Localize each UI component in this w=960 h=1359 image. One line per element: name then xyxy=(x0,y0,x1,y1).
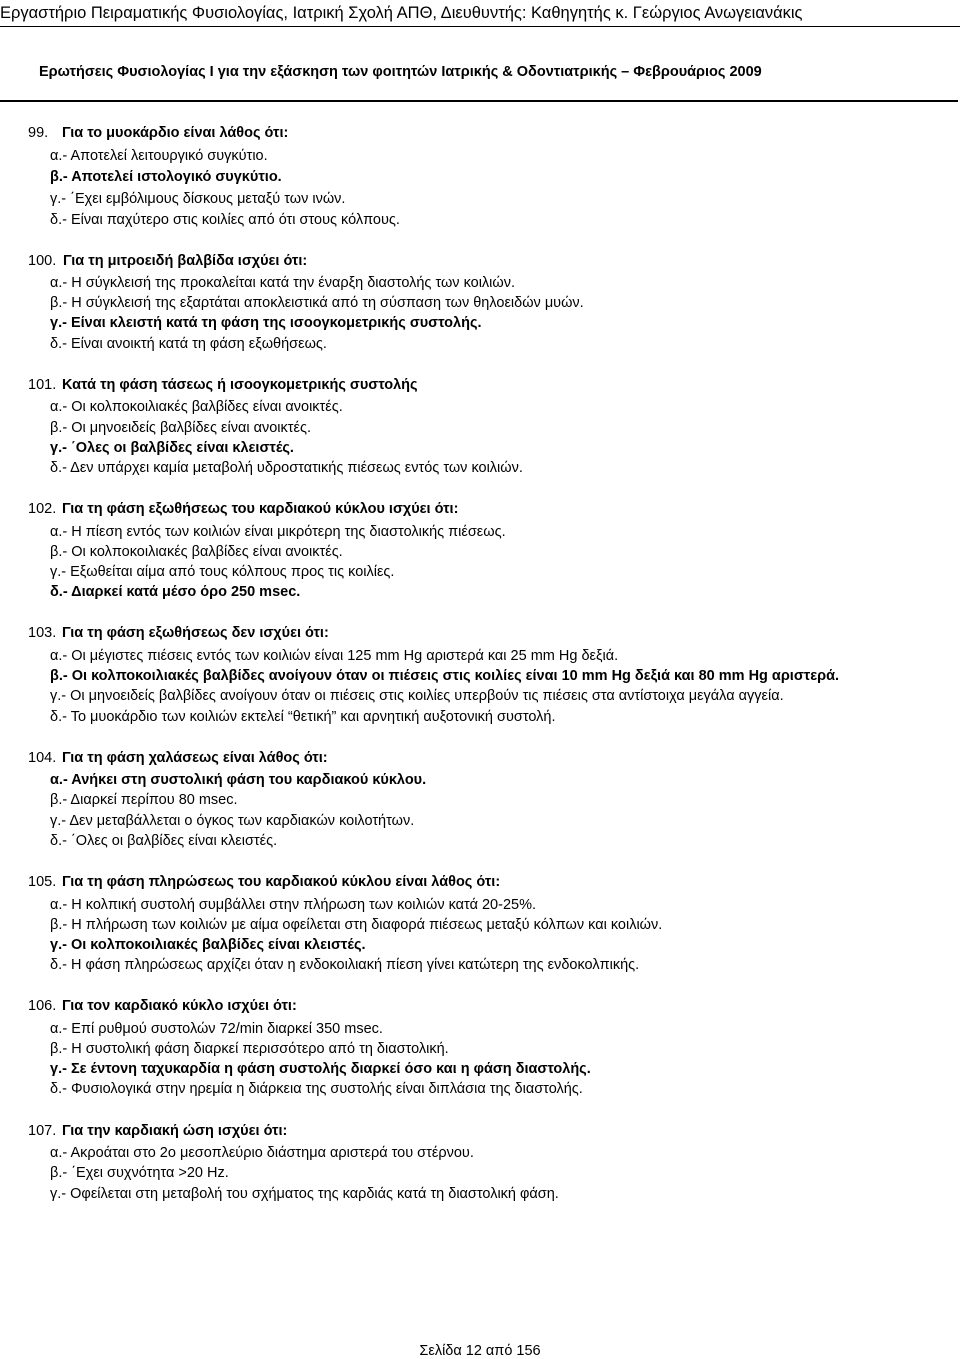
answer-option: δ.- Είναι ανοικτή κατά τη φάση εξωθήσεως. xyxy=(50,335,327,352)
subtitle-divider xyxy=(0,100,958,102)
question-number: 101. xyxy=(28,376,57,393)
question-list xyxy=(28,122,948,1224)
answer-option: α.- Η πίεση εντός των κοιλιών είναι μικρότερη της διαστολικής πιέσεως. xyxy=(50,523,506,540)
answer-option: β.- Η συστολική φάση διαρκεί περισσότερο από τη διαστολική. xyxy=(50,1041,449,1058)
lab-header: Εργαστήριο Πειραματικής Φυσιολογίας, Ιατρική Σχολή ΑΠΘ, Διευθυντής: Καθηγητής κ. Γεώργιος Ανωγειανάκις xyxy=(0,4,803,22)
answer-option: β.- Οι κολποκοιλιακές βαλβίδες είναι ανοικτές. xyxy=(50,543,343,560)
answer-option: γ.- ΄Εχει εμβόλιμους δίσκους μεταξύ των ινών. xyxy=(50,190,346,207)
answer-option: α.- Ακροάται στο 2ο μεσοπλεύριο διάστημα αριστερά του στέρνου. xyxy=(50,1145,474,1162)
question-heading xyxy=(28,122,948,146)
answer-option: δ.- Το μυοκάρδιο των κοιλιών εκτελεί “θετική” και αρνητική αυξοτονική συστολή. xyxy=(50,708,556,725)
question-number: 100. xyxy=(28,252,57,269)
answer-option: β.- Η σύγκλεισή της εξαρτάται αποκλειστικά από τη σύσπαση των θηλοειδών μυών. xyxy=(50,295,584,312)
question-text: Για τη μιτροειδή βαλβίδα ισχύει ότι: xyxy=(63,252,308,269)
answer-option: γ.- Είναι κλειστή κατά τη φάση της ισοογκομετρικής συστολής. xyxy=(50,315,482,332)
question-item xyxy=(28,1120,948,1204)
question-item xyxy=(28,622,948,726)
question-item xyxy=(28,250,948,354)
question-heading xyxy=(28,995,948,1019)
answer-option: α.- Επί ρυθμού συστολών 72/min διαρκεί 350 msec. xyxy=(50,1020,383,1037)
question-text: Για τη φάση εξωθήσεως δεν ισχύει ότι: xyxy=(62,625,329,642)
header-divider xyxy=(0,26,960,27)
question-text: Για τη φάση χαλάσεως είναι λάθος ότι: xyxy=(62,749,328,766)
question-number: 99. xyxy=(28,125,49,141)
answer-option: δ.- Η φάση πληρώσεως αρχίζει όταν η ενδοκοιλιακή πίεση γίνει κατώτερη της ενδοκολπικής. xyxy=(50,957,640,974)
question-number: 106. xyxy=(28,998,57,1015)
question-heading xyxy=(28,498,948,522)
answer-option: α.- Οι κολποκοιλιακές βαλβίδες είναι ανοικτές. xyxy=(50,399,343,416)
answer-option: β.- Η πλήρωση των κοιλιών με αίμα οφείλεται στη διαφορά πιέσεως μεταξύ κόλπων και κοιλιών. xyxy=(50,916,663,933)
answer-option: α.- Η κολπική συστολή συμβάλλει στην πλήρωση των κοιλιών κατά 20-25%. xyxy=(50,896,536,913)
answer-option: α.- Η σύγκλεισή της προκαλείται κατά την έναρξη διαστολής των κοιλιών. xyxy=(50,275,516,291)
question-heading xyxy=(28,1120,948,1144)
answer-option: δ.- Διαρκεί κατά μέσο όρο 250 msec. xyxy=(50,584,301,601)
question-item xyxy=(28,871,948,975)
answer-option: γ.- Οι κολποκοιλιακές βαλβίδες είναι κλειστές. xyxy=(50,936,366,953)
answer-option: δ.- Φυσιολογικά στην ηρεμία η διάρκεια της συστολής είναι διπλάσια της διαστολής. xyxy=(50,1081,583,1098)
answer-option: β.- Αποτελεί ιστολογικό συγκύτιο. xyxy=(50,169,282,185)
question-text: Για τη φάση πληρώσεως του καρδιακού κύκλου είναι λάθος ότι: xyxy=(62,874,501,891)
document-subtitle: Ερωτήσεις Φυσιολογίας Ι για την εξάσκηση των φοιτητών Ιατρικής & Οδοντιατρικής – Φεβρουάριος 2009 xyxy=(39,64,762,80)
answer-option: β.- Οι κολποκοιλιακές βαλβίδες ανοίγουν όταν οι πιέσεις στις κοιλίες είναι 10 mm Hg δεξιά και 80 mm Hg αριστερά. xyxy=(50,668,840,685)
answer-option: γ.- Σε έντονη ταχυκαρδία η φάση συστολής διαρκεί όσο και η φάση διαστολής. xyxy=(50,1061,591,1078)
question-heading xyxy=(28,747,948,771)
answer-option: γ.- Οι μηνοειδείς βαλβίδες ανοίγουν όταν οι πιέσεις στις κοιλίες υπερβούν τις πιέσεις στα αντίστοιχα μεγάλα αγγεία. xyxy=(50,688,784,705)
answer-option: γ.- Εξωθείται αίμα από τους κόλπους προς τις κοιλίες. xyxy=(50,564,395,581)
question-number: 104. xyxy=(28,749,57,766)
question-text: Κατά τη φάση τάσεως ή ισοογκομετρικής συστολής xyxy=(62,376,418,393)
question-heading xyxy=(28,622,948,646)
question-text: Για τον καρδιακό κύκλο ισχύει ότι: xyxy=(62,998,297,1015)
question-heading xyxy=(28,871,948,895)
question-text: Για την καρδιακή ώση ισχύει ότι: xyxy=(62,1122,288,1139)
answer-option: β.- Διαρκεί περίπου 80 msec. xyxy=(50,792,238,809)
question-number: 103. xyxy=(28,625,57,642)
answer-option: δ.- Δεν υπάρχει καμία μεταβολή υδροστατικής πιέσεως εντός των κοιλιών. xyxy=(50,459,523,476)
answer-option: γ.- ΄Ολες οι βαλβίδες είναι κλειστές. xyxy=(50,439,294,456)
answer-option: α.- Αποτελεί λειτουργικό συγκύτιο. xyxy=(50,147,268,164)
question-number: 107. xyxy=(28,1122,57,1139)
question-item xyxy=(28,374,948,478)
question-number: 102. xyxy=(28,501,57,518)
question-number: 105. xyxy=(28,874,57,891)
answer-option: γ.- Οφείλεται στη μεταβολή του σχήματος της καρδιάς κατά τη διαστολική φάση. xyxy=(50,1185,559,1202)
answer-option: β.- Οι μηνοειδείς βαλβίδες είναι ανοικτές. xyxy=(50,419,311,436)
question-item xyxy=(28,995,948,1099)
answer-option: δ.- Είναι παχύτερο στις κοιλίες από ότι στους κόλπους. xyxy=(50,212,400,228)
answer-option: α.- Οι μέγιστες πιέσεις εντός των κοιλιών είναι 125 mm Hg αριστερά και 25 mm Hg δεξιά. xyxy=(50,647,619,664)
question-heading xyxy=(28,250,948,274)
question-text: Για τη φάση εξωθήσεως του καρδιακού κύκλου ισχύει ότι: xyxy=(62,501,459,518)
answer-option: α.- Ανήκει στη συστολική φάση του καρδιακού κύκλου. xyxy=(50,772,427,789)
question-text: Για το μυοκάρδιο είναι λάθος ότι: xyxy=(62,125,289,141)
answer-option: β.- ΄Εχει συχνότητα >20 Hz. xyxy=(50,1165,229,1182)
question-heading xyxy=(28,374,948,398)
page-number: Σελίδα 12 από 156 xyxy=(419,1343,541,1359)
answer-option: γ.- Δεν μεταβάλλεται ο όγκος των καρδιακών κοιλοτήτων. xyxy=(50,812,415,829)
question-item xyxy=(28,498,948,602)
question-item xyxy=(28,122,948,232)
question-item xyxy=(28,747,948,851)
answer-option: δ.- ΄Ολες οι βαλβίδες είναι κλειστές. xyxy=(50,832,278,849)
